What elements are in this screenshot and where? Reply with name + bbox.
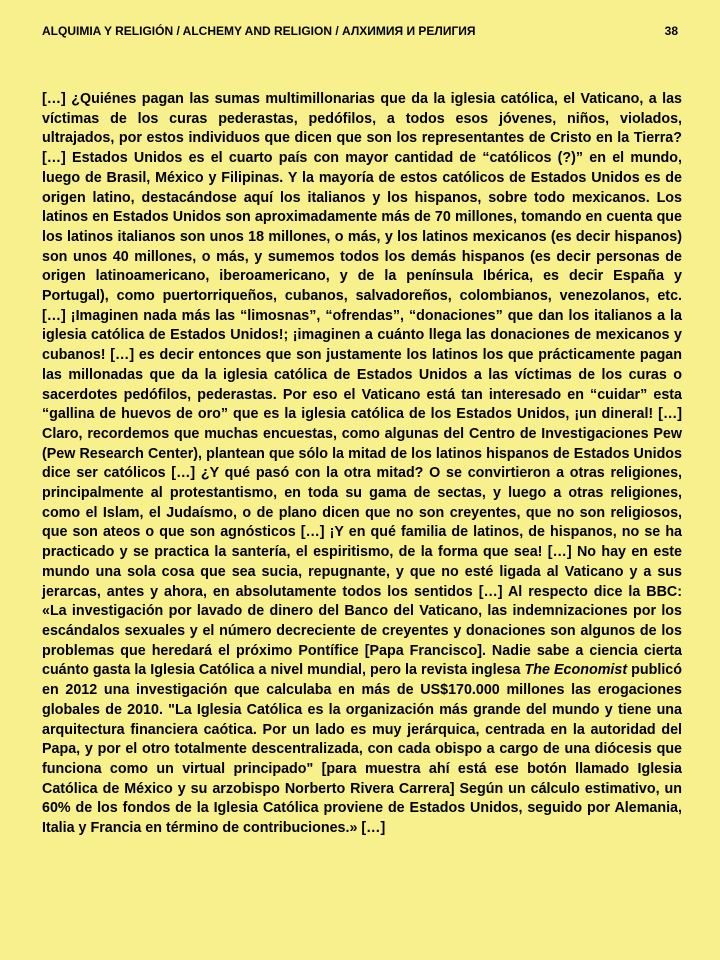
- body-text-part-2: publicó en 2012 una investigación que calculaba en más de US$170.000 millones las erogaciones globales de 2010. "La Iglesia Católica es la organización más grande del mundo y tiene una arquitectura financiera caótica. Por un lado es muy jerárquica, centrada en la autoridad del Papa, y por el otro totalmente descentralizada, con cada obispo a cargo de una diócesis que funciona como un virtual principado" [para muestra ahí está ese botón llamado Iglesia Católica de México y su arzobispo Norberto Rivera Carrera] Según un cálculo estimativo, un 60% de los fondos de la Iglesia Católica proviene de Estados Unidos, seguido por Alemania, Italia y Francia en término de contribuciones.» […]: [42, 662, 682, 837]
- body-paragraph: [42, 90, 682, 839]
- page-number: 38: [664, 24, 678, 38]
- page-header: [42, 22, 678, 40]
- header-title: ALQUIMIA Y RELIGIÓN / ALCHEMY AND RELIGION / АЛХИМИЯ И РЕЛИГИЯ: [42, 24, 476, 38]
- magazine-title: The Economist: [524, 662, 628, 679]
- body-text-part-1: […] ¿Quiénes pagan las sumas multimillonarias que da la iglesia católica, el Vaticano, a las víctimas de los curas pederastas, pedófilos, a todos esos jóvenes, niños, violados, ultrajados, por estos individuos que dicen que son los representantes de Cristo en la Tierra? […] Estados Unidos es el cuarto país con mayor cantidad de “católicos (?)” en el mundo, luego de Brasil, México y Filipinas. Y la mayoría de estos católicos de Estados Unidos es de origen latino, destacándose aquí los italianos y los hispanos, sobre todo mexicanos. Los latinos en Estados Unidos son aproximadamente más de 70 millones, tomando en cuenta que los latinos italianos son unos 18 millones, o más, y los latinos mexicanos (es decir hispanos) son unos 40 millones, o más, y sumemos todos los demás hispanos (es decir personas de origen latinoamericano, iberoamericano, y de la península Ibérica, es decir España y Portugal), como puertorriqueños, cubanos, salvadoreños, colombianos, venezolanos, etc. […] ¡Imaginen nada más las “limosnas”, “ofrendas”, “donaciones” que dan los italianos a la iglesia católica de Estados Unidos!; ¡imaginen a cuánto llega las donaciones de mexicanos y cubanos! […] es decir entonces que son justamente los latinos los que prácticamente pagan las millonadas que da la iglesia católica de Estados Unidos a las víctimas de los curas o sacerdotes pedófilos, pederastas. Por eso el Vaticano está tan interesado en “cuidar” esta “gallina de huevos de oro” que es la iglesia católica de los Estados Unidos, ¡un dineral! […] Claro, recordemos que muchas encuestas, como algunas del Centro de Investigaciones Pew (Pew Research Center), plantean que sólo la mitad de los latinos hispanos de Estados Unidos dice ser católicos […] ¿Y qué pasó con la otra mitad? O se convirtieron a otras religiones, principalmente al protestantismo, en toda su gama de sectas, y luego a otras religiones, como el Islam, el Judaísmo, o de plano dicen que no son creyentes, que no son religiosos, que son ateos o que son agnósticos […] ¡Y en qué familia de latinos, de hispanos, no se ha practicado y se practica la santería, el espiritismo, de la forma que sea! […] No hay en este mundo una sola cosa que sea sucia, repugnante, y que no esté ligada al Vaticano y a sus jerarcas, antes y ahora, en absolutamente todos los sentidos […] Al respecto dice la BBC: «La investigación por lavado de dinero del Banco del Vaticano, las indemnizaciones por los escándalos sexuales y el número decreciente de creyentes y donaciones son algunos de los problemas que heredará el próximo Pontífice [Papa Francisco]. Nadie sabe a ciencia cierta cuánto gasta la Iglesia Católica a nivel mundial, pero la revista inglesa: [42, 91, 682, 679]
